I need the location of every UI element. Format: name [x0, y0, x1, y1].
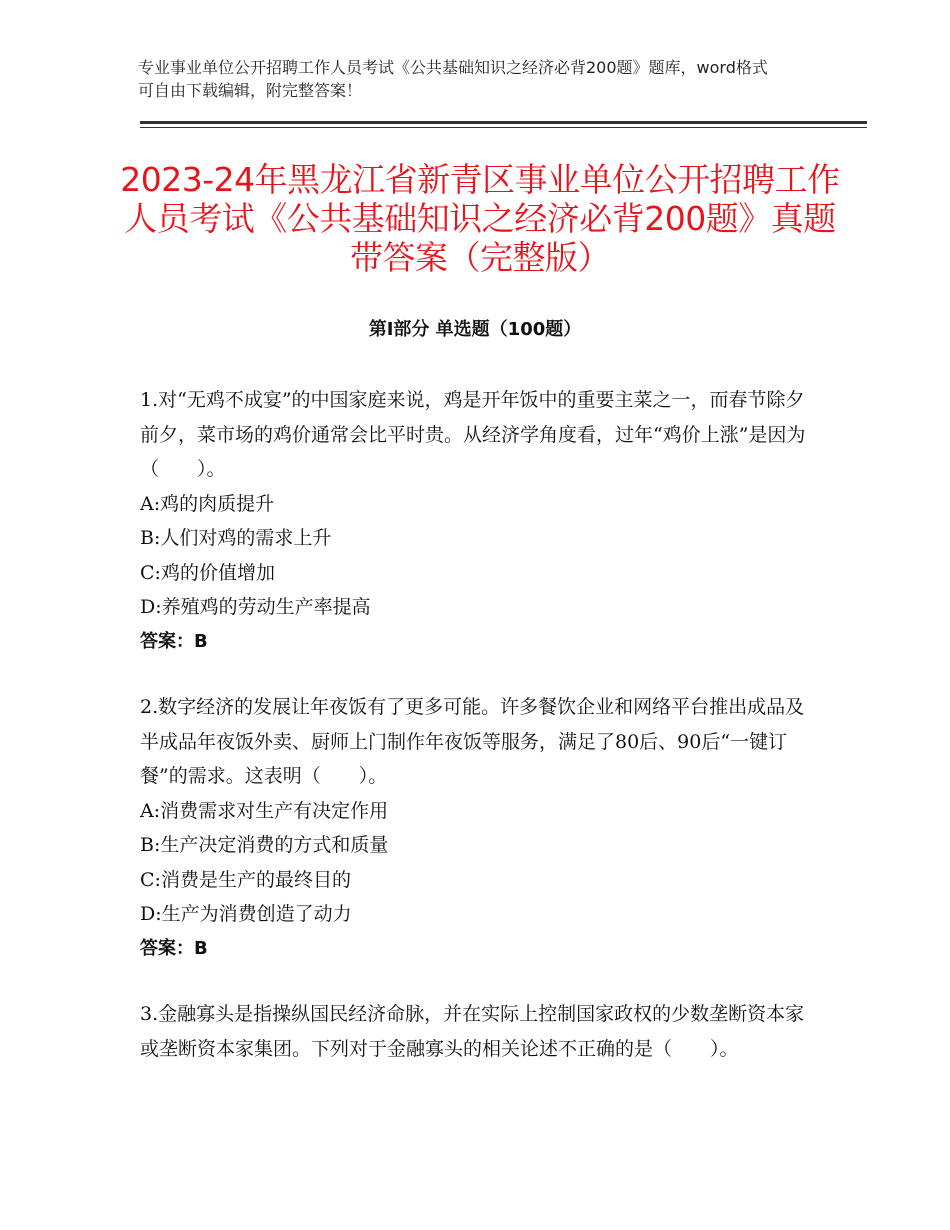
option-b: B:人们对鸡的需求上升 — [140, 527, 332, 549]
header-note: 专业事业单位公开招聘工作人员考试《公共基础知识之经济必背200题》题库，word格式可自由下载编辑，附完整答案！ — [138, 58, 768, 100]
option-d: D:生产为消费创造了动力 — [140, 903, 352, 925]
question-stem: 3.金融寡头是指操纵国民经济命脉，并在实际上控制国家政权的少数垄断资本家或垄断资本家集团。下列对于金融寡头的相关论述不正确的是（ ）。 — [140, 1003, 805, 1060]
section-title: 第Ⅰ部分 单选题（100题） — [368, 319, 582, 340]
option-a: A:鸡的肉质提升 — [140, 492, 275, 515]
option-b: B:生产决定消费的方式和质量 — [140, 834, 389, 856]
question-3 — [140, 997, 820, 1066]
option-c: C:消费是生产的最终目的 — [140, 868, 351, 891]
document-title: 2023-24年黑龙江省新青区事业单位公开招聘工作人员考试《公共基础知识之经济必背200题》真题带答案（完整版） — [120, 160, 840, 277]
option-a: A:消费需求对生产有决定作用 — [140, 799, 389, 822]
header-rule-thin — [140, 127, 867, 128]
answer-label: 答案：B — [140, 937, 208, 959]
header-rule-thick — [140, 121, 867, 124]
question-1 — [140, 383, 820, 659]
answer-label: 答案：B — [140, 630, 208, 652]
option-d: D:养殖鸡的劳动生产率提高 — [140, 596, 371, 618]
question-stem: 2.数字经济的发展让年夜饭有了更多可能。许多餐饮企业和网络平台推出成品及半成品年夜饭外卖、厨师上门制作年夜饭等服务，满足了80后、90后“一键订餐”的需求。这表明（ ）。 — [140, 696, 805, 787]
question-2 — [140, 690, 820, 966]
question-stem: 1.对“无鸡不成宴”的中国家庭来说，鸡是开年饭中的重要主菜之一，而春节除夕前夕，菜市场的鸡价通常会比平时贵。从经济学角度看，过年“鸡价上涨”是因为（ ）。 — [140, 389, 806, 480]
option-c: C:鸡的价值增加 — [140, 561, 275, 584]
